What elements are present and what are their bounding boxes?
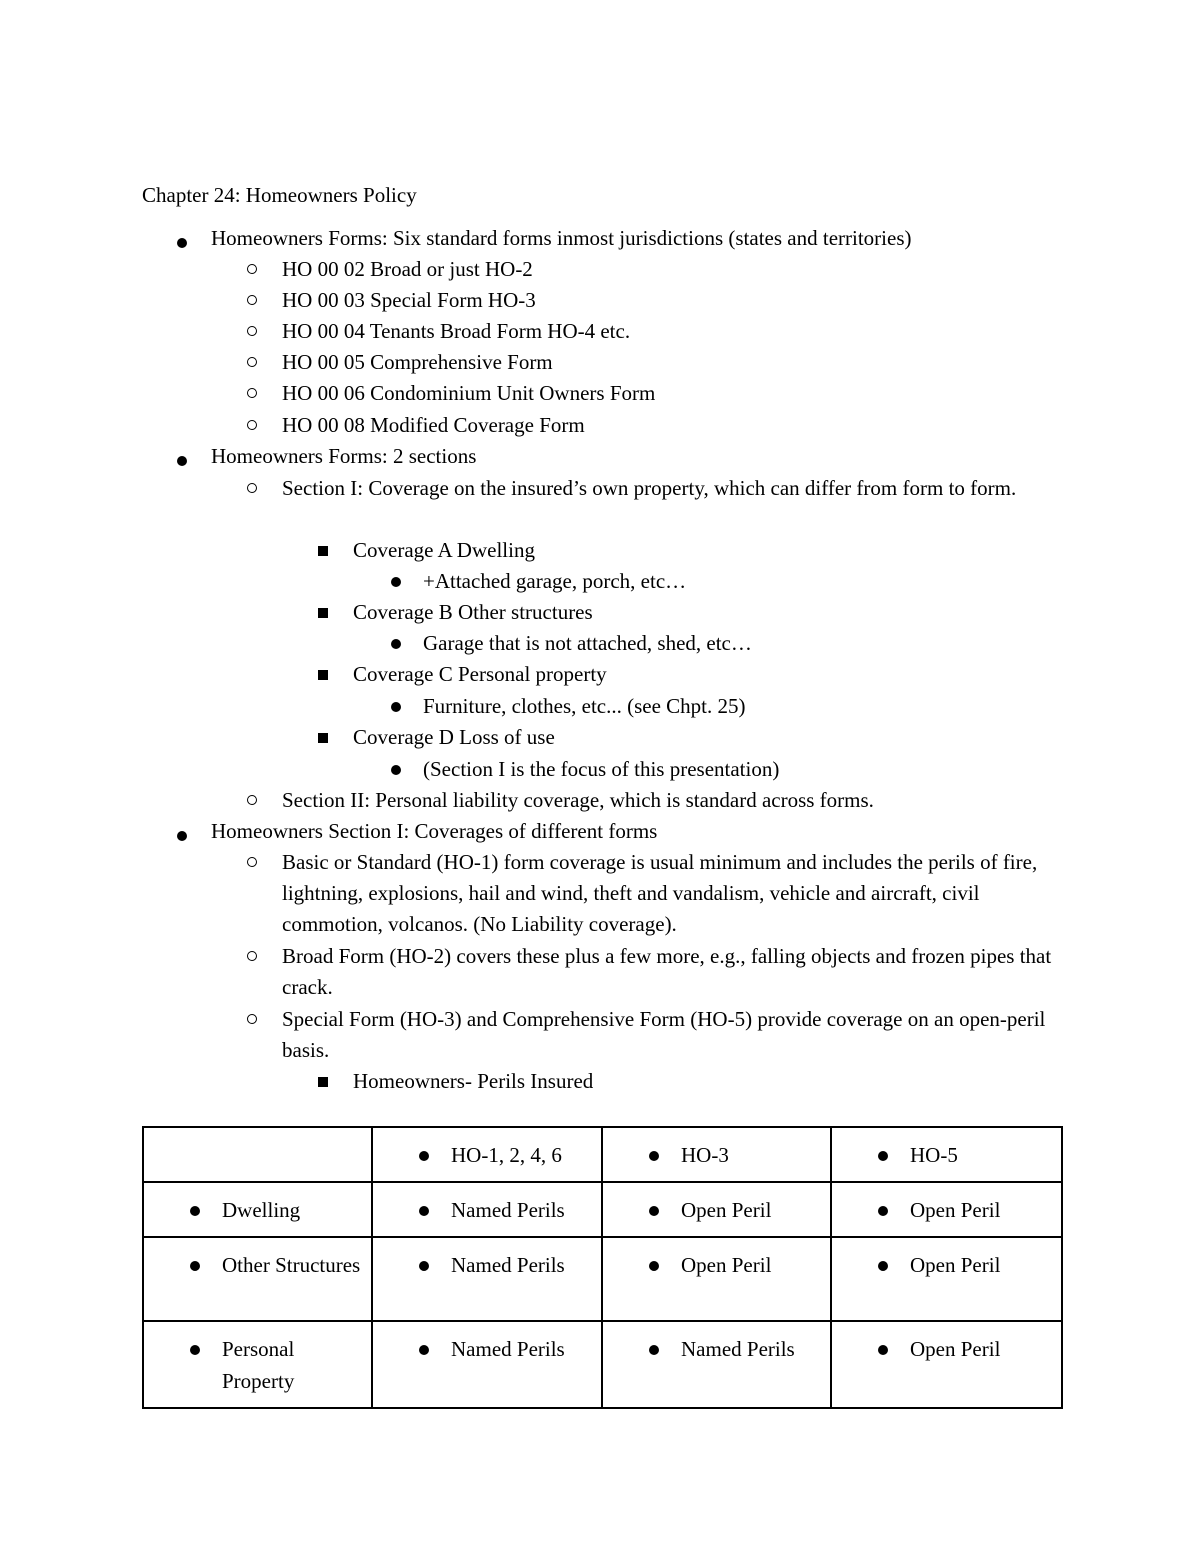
list-item: Section II: Personal liability coverage, which is standard across forms.: [282, 788, 874, 812]
list-item: Section I: Coverage on the insured’s own property, which can differ from form to form.: [282, 476, 1017, 500]
perils-table: [142, 1126, 1063, 1409]
list-item: Homeowners Section I: Coverages of different forms: [211, 819, 658, 843]
bullet-icon: [177, 456, 187, 466]
cell-text: Dwelling: [222, 1198, 301, 1222]
list-item: Homeowners Forms: Six standard forms inmost jurisdictions (states and territories): [211, 226, 912, 250]
cell-text: HO-5: [910, 1143, 958, 1167]
list-item: Coverage D Loss of use: [353, 725, 555, 749]
bullet-icon: [177, 238, 187, 248]
list-item: Coverage A Dwelling: [353, 538, 535, 562]
table-cell: [372, 1237, 602, 1321]
bullet-icon: [177, 831, 187, 841]
cell-text: HO-1, 2, 4, 6: [451, 1143, 562, 1167]
list-item: (Section I is the focus of this presentation): [423, 757, 780, 781]
list-item: +Attached garage, porch, etc…: [423, 569, 687, 593]
bullet-icon: [391, 765, 401, 775]
table-header-cell: [602, 1127, 831, 1182]
circle-bullet-icon: [247, 951, 257, 961]
list-item: Homeowners- Perils Insured: [353, 1069, 594, 1093]
list-item: HO 00 02 Broad or just HO-2: [282, 257, 533, 281]
list-item: Basic or Standard (HO-1) form coverage is usual minimum and includes the perils of fire, lightning, explosions, hail and wind, theft and vandalism, vehicle and aircraft, civil commotion, volcanos. (No Liability coverage).: [282, 850, 1038, 936]
square-bullet-icon: [318, 670, 328, 680]
table-cell: [143, 1321, 372, 1408]
circle-bullet-icon: [247, 795, 257, 805]
list-item: HO 00 05 Comprehensive Form: [282, 350, 553, 374]
list-item: HO 00 08 Modified Coverage Form: [282, 413, 585, 437]
circle-bullet-icon: [247, 388, 257, 398]
list-item: Coverage C Personal property: [353, 662, 607, 686]
cell-text: Open Peril: [910, 1198, 1001, 1222]
square-bullet-icon: [318, 733, 328, 743]
square-bullet-icon: [318, 608, 328, 618]
list-item: Garage that is not attached, shed, etc…: [423, 631, 752, 655]
table-cell: [143, 1237, 372, 1321]
cell-text: Named Perils: [451, 1198, 565, 1222]
table-header-cell: [143, 1127, 372, 1182]
circle-bullet-icon: [247, 326, 257, 336]
table-cell: [602, 1182, 831, 1237]
table-cell: [831, 1237, 1062, 1321]
square-bullet-icon: [318, 546, 328, 556]
circle-bullet-icon: [247, 1014, 257, 1024]
bullet-icon: [391, 702, 401, 712]
square-bullet-icon: [318, 1077, 328, 1087]
list-item: Special Form (HO-3) and Comprehensive Form (HO-5) provide coverage on an open-peril basis.: [282, 1007, 1046, 1062]
circle-bullet-icon: [247, 357, 257, 367]
cell-text: Named Perils: [451, 1253, 565, 1277]
list-item: Homeowners Forms: 2 sections: [211, 444, 477, 468]
cell-text: Other Structures: [222, 1253, 361, 1277]
circle-bullet-icon: [247, 295, 257, 305]
cell-text: Open Peril: [910, 1253, 1001, 1277]
cell-text: Open Peril: [681, 1198, 772, 1222]
table-cell: [372, 1321, 602, 1408]
bullet-icon: [391, 577, 401, 587]
list-item: Broad Form (HO-2) covers these plus a few more, e.g., falling objects and frozen pipes that crack.: [282, 944, 1052, 999]
table-cell: [372, 1182, 602, 1237]
cell-text: Named Perils: [451, 1337, 565, 1361]
cell-text: Named Perils: [681, 1337, 795, 1361]
list-item: HO 00 06 Condominium Unit Owners Form: [282, 381, 656, 405]
list-item: HO 00 03 Special Form HO-3: [282, 288, 536, 312]
cell-text: Personal Property: [222, 1337, 295, 1393]
table-row: [143, 1321, 1062, 1408]
table-header-cell: [831, 1127, 1062, 1182]
table-cell: [143, 1182, 372, 1237]
table-header-cell: [372, 1127, 602, 1182]
table-row: [143, 1182, 1062, 1237]
circle-bullet-icon: [247, 483, 257, 493]
circle-bullet-icon: [247, 264, 257, 274]
cell-text: Open Peril: [681, 1253, 772, 1277]
bullet-icon: [391, 639, 401, 649]
cell-text: HO-3: [681, 1143, 729, 1167]
table-cell: [831, 1321, 1062, 1408]
circle-bullet-icon: [247, 420, 257, 430]
cell-text: Open Peril: [910, 1337, 1001, 1361]
list-item: Furniture, clothes, etc... (see Chpt. 25): [423, 694, 746, 718]
table-cell: [602, 1237, 831, 1321]
table-row: [143, 1237, 1062, 1321]
circle-bullet-icon: [247, 857, 257, 867]
table-cell: [602, 1321, 831, 1408]
table-cell: [831, 1182, 1062, 1237]
list-item: Coverage B Other structures: [353, 600, 593, 624]
chapter-title: Chapter 24: Homeowners Policy: [142, 183, 417, 207]
list-item: HO 00 04 Tenants Broad Form HO-4 etc.: [282, 319, 631, 343]
table-header-row: [143, 1127, 1062, 1182]
